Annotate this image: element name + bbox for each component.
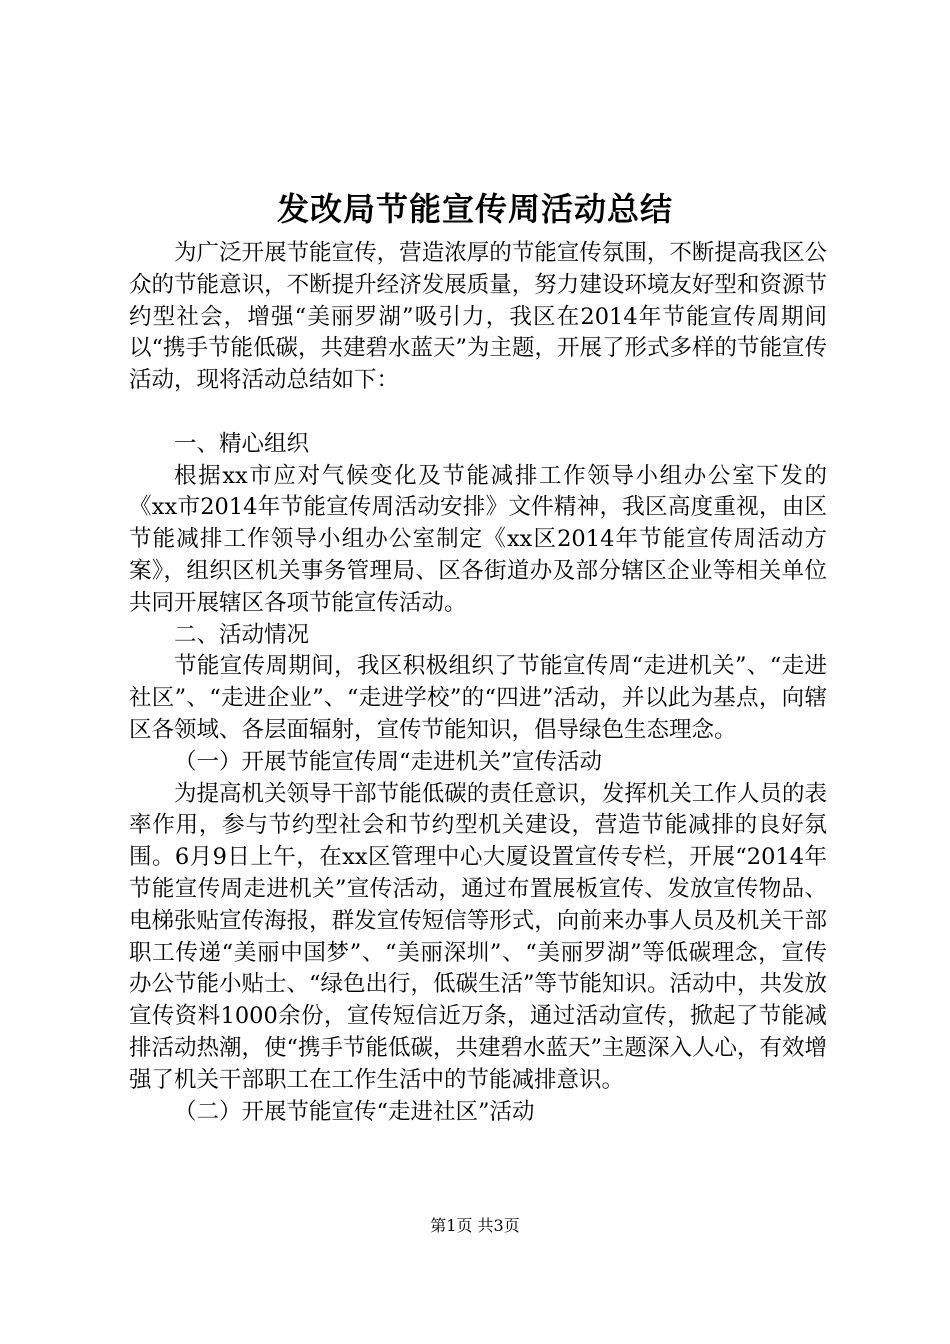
section-heading-organize: 一、精心组织 xyxy=(174,430,310,457)
agencies-paragraph: 为提高机关领导干部节能低碳的责任意识，发挥机关工作人员的表率作用，参与节约型社会和节约型机关建设，营造节能减排的良好氛围。6月9日上午，在xx区管理中心大厦设置宣传专栏，开展“2014年节能宣传周走进机关”宣传活动，通过布置展板宣传、发放宣传物品、电梯张贴宣传海报，群发宣传短信等形式，向前来办事人员及机关干部职工传递“美丽中国梦”、“美丽深圳”、“美丽罗湖”等低碳理念，宣传办公节能小贴士、“绿色出行，低碳生活”等节能知识。活动中，共发放宣传资料1000余份，宣传短信近万条，通过活动宣传，掀起了节能减排活动热潮，使“携手节能低碳，共建碧水蓝天”主题深入人心，有效增强了机关干部职工在工作生活中的节能减排意识。 xyxy=(129,780,828,1093)
intro-paragraph: 为广泛开展节能宣传，营造浓厚的节能宣传氛围，不断提高我区公众的节能意识，不断提升经济发展质量，努力建设环境友好型和资源节约型社会，增强“美丽罗湖”吸引力，我区在2014年节能宣传周期间以“携手节能低碳，共建碧水蓝天”为主题，开展了形式多样的节能宣传活动，现将活动总结如下： xyxy=(129,240,828,394)
section-heading-activities: 二、活动情况 xyxy=(174,621,310,648)
blank-line xyxy=(129,397,827,429)
subsection-heading-community: （二）开展节能宣传“走进社区”活动 xyxy=(174,1098,535,1125)
document-body xyxy=(129,238,827,1128)
activities-paragraph: 节能宣传周期间，我区积极组织了节能宣传周“走进机关”、“走进社区”、“走进企业”、“走进学校”的“四进”活动，并以此为基点，向辖区各领域、各层面辐射，宣传节能知识，倡导绿色生态理念。 xyxy=(129,653,827,743)
subsection-heading-agencies: （一）开展节能宣传周“走进机关”宣传活动 xyxy=(174,748,603,775)
page-footer: 第1页 共3页 xyxy=(430,1216,520,1235)
organize-paragraph: 根据xx市应对气候变化及节能减排工作领导小组办公室下发的《xx市2014年节能宣传周活动安排》文件精神，我区高度重视，由区节能减排工作领导小组办公室制定《xx区2014年节能宣传周活动方案》，组织区机关事务管理局、区各街道办及部分辖区企业等相关单位共同开展辖区各项节能宣传活动。 xyxy=(129,462,827,616)
document-title: 发改局节能宣传周活动总结 xyxy=(276,190,673,228)
